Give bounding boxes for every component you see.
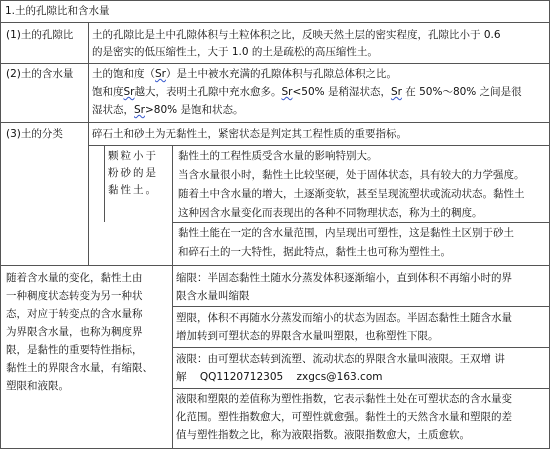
plasticity-index-line-3: 值与塑性指数之比，称为液限指数。液限指数愈大，土质愈软。 — [176, 429, 470, 441]
limits-left-line-6: 黏性土的界限含水量，有缩限、 — [6, 362, 153, 374]
liquid-limit-line-2: 解 QQ1120712305 zxgcs@163.com — [176, 371, 383, 383]
row-label-void-ratio: (1)土的孔隙比 — [6, 29, 74, 41]
saturation-symbol: Sr — [134, 104, 145, 116]
table-title: 1.土的孔隙比和含水量 — [5, 5, 110, 17]
row-divider — [172, 388, 550, 389]
plasticity-index-line-1: 液限和塑限的差值称为塑性指数，它表示黏性土处在可塑状态的含水量变 — [176, 393, 512, 405]
saturation-symbol: Sr — [281, 86, 293, 98]
liquid-limit-line-1: 液限：由可塑状态转到流塑、流动状态的界限含水量叫液限。王双增 讲 — [176, 353, 505, 365]
limits-left-line-4: 为界限含水量，也称为稠度界 — [6, 326, 143, 338]
column-divider — [88, 22, 89, 265]
limits-left-line-2: 一种稠度状态转变为另一种状 — [6, 290, 143, 302]
row-divider — [172, 347, 550, 348]
limits-left-line-1: 随着含水量的变化，黏性土由 — [6, 272, 143, 284]
row-divider — [88, 145, 550, 146]
saturation-symbol: Sr — [155, 68, 166, 80]
row-divider — [172, 222, 550, 223]
plastic-limit-line-2: 增加转到可塑状态的界限含水量叫塑限，也称塑性下限。 — [176, 330, 439, 342]
row-divider — [0, 122, 550, 123]
shrinkage-limit-line-2: 限含水量叫缩限 — [176, 290, 250, 302]
water-content-line-3: 湿状态，Sr>80% 是饱和状态。 — [92, 104, 244, 116]
limits-left-line-3: 态，对应于转变点的含水量称 — [6, 308, 143, 320]
row-divider — [0, 63, 550, 64]
saturation-symbol: Sr — [123, 86, 135, 98]
row-label-water-content: (2)土的含水量 — [6, 68, 74, 80]
plasticity-line-1: 黏性土能在一定的含水量范围，内呈现出可塑性，这是黏性土区别于砂土 — [178, 227, 514, 239]
limits-left-line-5: 限，是黏性的重要特性指标， — [6, 344, 143, 356]
row-divider — [0, 22, 550, 23]
shrinkage-limit-line-1: 缩限：半固态黏性土随水分蒸发体积逐渐缩小，直到体积不再缩小时的界 — [176, 272, 512, 284]
column-divider — [104, 145, 105, 222]
cohesive-detail-line-4: 这种因含水量变化而表现出的各种不同物理状态，称为土的稠度。 — [178, 207, 483, 219]
row-label-classification: (3)土的分类 — [6, 128, 63, 140]
plasticity-index-line-2: 化范围。塑性指数愈大，可塑性就愈强。黏性土的天然含水量和塑限的差 — [176, 411, 512, 423]
plasticity-line-2: 和碎石土的一大特性，据此特点，黏性土也可称为塑性土。 — [178, 246, 451, 258]
void-ratio-line-2: 的是密实的低压缩性土，大于 1.0 的土是疏松的高压缩性土。 — [92, 46, 378, 58]
column-divider — [172, 145, 173, 449]
void-ratio-line-1: 土的孔隙比是土中孔隙体积与土粒体积之比，反映天然土层的密实程度，孔隙比小于 0.6 — [92, 29, 501, 41]
row-divider — [0, 265, 550, 266]
cohesive-detail-line-1: 黏性土的工程性质受含水量的影响特别大。 — [178, 150, 378, 162]
limits-left-line-7: 塑限和液限。 — [6, 380, 69, 392]
classification-intro: 碎石土和砂土为无黏性土，紧密状态是判定其工程性质的重要指标。 — [92, 128, 407, 140]
row-divider — [172, 306, 550, 307]
water-content-line-2: 饱和度Sr越大，表明土孔隙中充水愈多。Sr<50% 是稍湿状态，Sr 在 50%～80% 之间是很 — [92, 86, 522, 98]
cohesive-detail-line-2: 当含水量很小时，黏性土比较坚硬，处于固体状态，具有较大的力学强度。 — [178, 169, 525, 181]
cohesive-soil-subtype: 颗粒小于粉砂的是黏性土。 — [108, 150, 158, 196]
water-content-line-1: 土的饱和度（Sr）是土中被水充满的孔隙体积与孔隙总体积之比。 — [92, 68, 397, 80]
plastic-limit-line-1: 塑限，体积不再随水分蒸发而缩小的状态为固态。半固态黏性土随含水量 — [176, 312, 512, 324]
saturation-symbol: Sr — [390, 86, 402, 98]
cohesive-detail-line-3: 随着土中含水量的增大，土逐渐变软，甚至呈现流塑状或流动状态。黏性土 — [178, 188, 525, 200]
